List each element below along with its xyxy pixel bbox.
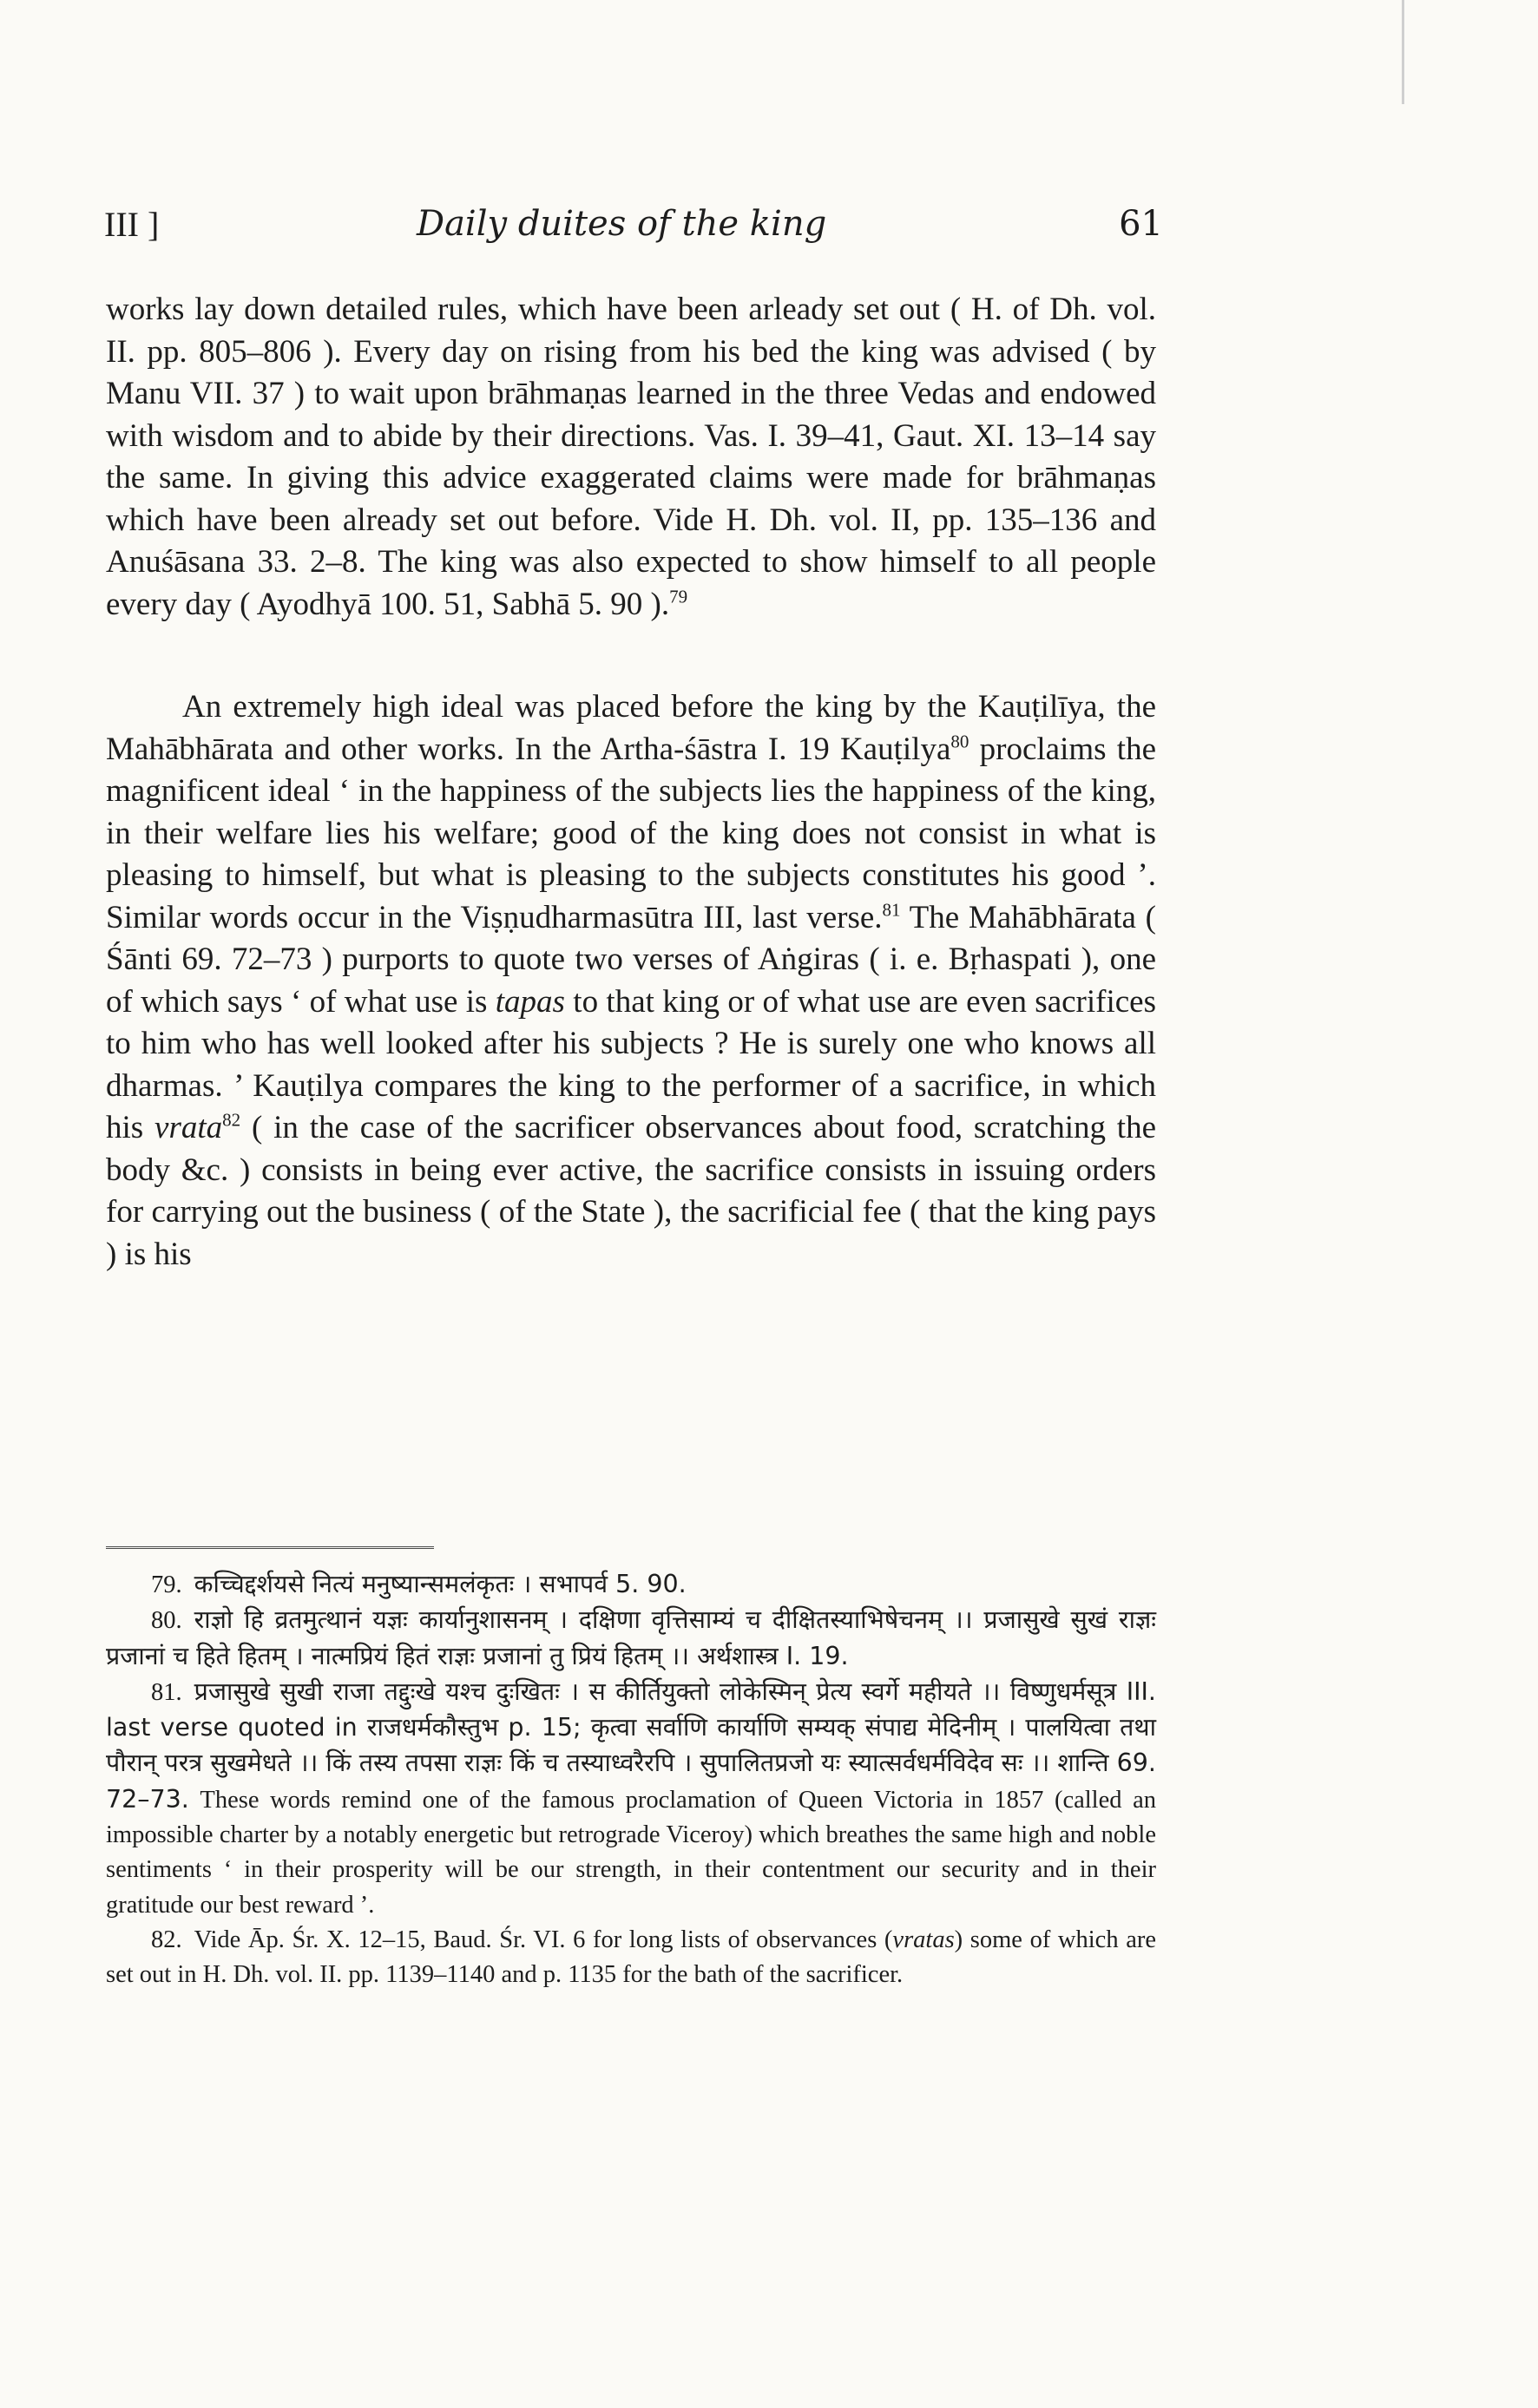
paragraph-1-text: works lay down detailed rules, which have been arleady set out ( H. of Dh. vol. II. pp. 805–806 ). Every day on rising from his bed the king was advised ( by Manu VII. 37 ) to wait upon brāhmaṇas learned in the three Vedas and endowed with wisdom and to abide by their directions. Vas. I. 39–41, Gaut. XI. 13–14 say the same. In giving this advice exaggerated claims were made for brāhmaṇas which have been already set out before. Vide H. Dh. vol. II, pp. 135–136 and Anuśāsana 33. 2–8. The king was also expected to show himself to all people every day ( Ayodhyā 100. 51, Sabhā 5. 90 ). — [106, 292, 1156, 622]
footnote-text-sanskrit: प्रजासुखे सुखी राजा तद्दुःखे यश्च दुःखितः । स कीर्तियुक्तो लोकेस्मिन् प्रेत्य स्वर्गे महीयते ।। विष्णुधर्मसूत्र III. last verse quoted in राजधर्मकौस्तुभ p. 15; कृत्वा सर्वाणि कार्याणि सम्यक् संपाद्य मेदिनीम् । पालयित्वा तथा पौरान् परत्र सुखमेधते ।। किं तस्य तपसा राज्ञः किं च तस्याध्वरैरपि । सुपालितप्रजो यः स्यात्सर्वधर्मविदेव सः ।। शान्ति 69. 72–73. — [106, 1676, 1156, 1814]
page-number: 61 — [1119, 204, 1163, 244]
term-tapas: tapas — [495, 983, 565, 1020]
footnote-81 — [106, 1675, 1156, 1923]
footnote-80 — [106, 1603, 1156, 1675]
running-header — [104, 204, 1163, 265]
paragraph-2-text-c: The Mahābhārata ( Śānti 69. 72–73 ) purports to quote two verses of Aṅgiras ( i. e. Bṛhaspati ), one of which says ‘ of what use is — [106, 899, 1156, 1020]
footnote-number: 79. — [151, 1571, 182, 1598]
main-text — [106, 289, 1156, 1276]
paragraph-2-text-d: to that king or of what use are even sacrifices to him who has well looked after his subjects ? He is surely one who knows all dharmas. ’ Kauṭilya compares the king to the performer of a sacrifice, in which his — [106, 983, 1156, 1145]
running-title: Daily duites of the king — [417, 204, 827, 244]
footnote-ref-79: 79 — [669, 586, 688, 607]
term-vrata: vrata — [154, 1110, 223, 1145]
paragraph-2 — [106, 686, 1156, 1276]
footnote-text: राज्ञो हि व्रतमुत्थानं यज्ञः कार्यानुशासनम् । दक्षिणा वृत्तिसाम्यं च दीक्षितस्याभिषेचनम् ।। प्रजासुखे सुखं राज्ञः प्रजानां च हिते हितम् । नात्मप्रियं हितं राज्ञः प्रजानां तु प्रियं हितम् ।। अर्थशास्त्र I. 19. — [106, 1605, 1156, 1670]
footnote-ref-80: 80 — [950, 731, 969, 752]
paragraph-1 — [106, 289, 1156, 626]
footnote-text-a: Vide Āp. Śr. X. 12–15, Baud. Śr. VI. 6 for long lists of observances ( — [194, 1926, 893, 1953]
page-edge-line — [1402, 0, 1404, 104]
footnote-ref-81: 81 — [882, 899, 901, 921]
footnote-number: 82. — [151, 1926, 182, 1953]
footnote-82 — [106, 1923, 1156, 1993]
footnote-ref-82: 82 — [222, 1109, 241, 1131]
footnote-separator — [106, 1546, 434, 1549]
footnote-text: कच्चिद्दर्शयसे नित्यं मनुष्यान्समलंकृतः । सभापर्व 5. 90. — [194, 1570, 687, 1598]
footnote-79 — [106, 1567, 1156, 1603]
paragraph-2-text-e: ( in the case of the sacrificer observances about food, scratching the body &c. ) consists in being ever active, the sacrifice consists in issuing orders for carrying out the business ( of the State ), the sacrificial fee ( that the king pays ) is his — [106, 1110, 1156, 1272]
paragraph-2-text-a: An extremely high ideal was placed before the king by the Kauṭilīya, the Mahābhārata and other works. In the Artha-śāstra I. 19 Kauṭilya — [106, 689, 1156, 767]
paragraph-2-text-b: proclaims the magnificent ideal ‘ in the happiness of the subjects lies the happiness of the king, in their welfare lies his welfare; good of the king does not consist in what is pleasing to himself, but what is pleasing to the subjects constitutes his good ’. Similar words occur in the Viṣṇudharmasūtra III, last verse. — [106, 731, 1157, 935]
chapter-marker: III ] — [104, 205, 160, 244]
footnote-text-b: ) some of which are set out in H. Dh. vol. II. pp. 1139–1140 and p. 1135 for the bath of the sacrificer. — [106, 1926, 1156, 1989]
term-vratas: vratas — [892, 1926, 955, 1953]
footnotes — [106, 1567, 1156, 1993]
footnote-text-english: These words remind one of the famous proclamation of Queen Victoria in 1857 (called an impossible charter by a notably energetic but retrograde Viceroy) which breathes the same high and noble sentiments ‘ in their prosperity will be our strength, in their contentment our security and in their gratitude our best reward ’. — [106, 1786, 1156, 1919]
footnote-number: 81. — [151, 1678, 182, 1706]
footnote-number: 80. — [151, 1607, 182, 1635]
